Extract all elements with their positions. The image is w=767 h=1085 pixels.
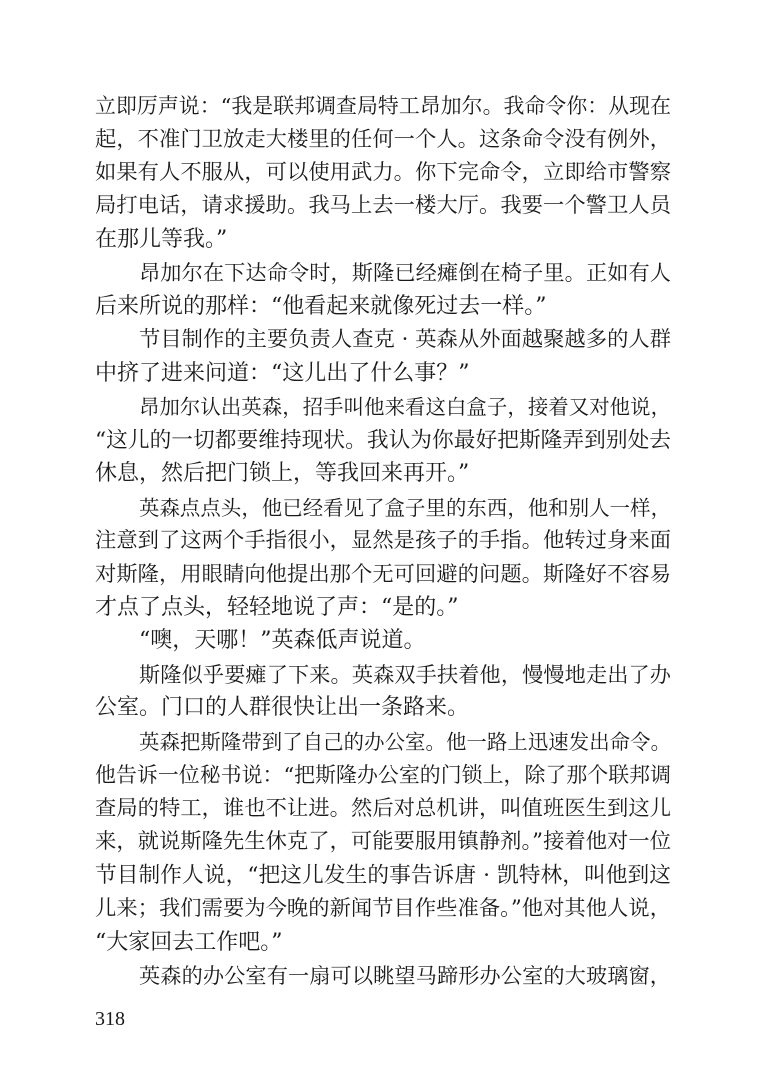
- text-line: 英森点点头，他已经看见了盒子里的东西，他和别人一样，: [139, 495, 671, 520]
- text-line: 注意到了这两个手指很小，显然是孩子的手指。他转过身来面: [95, 528, 671, 553]
- text-line: 才点了点头，轻轻地说了声：“是的。”: [95, 594, 459, 620]
- text-line: 中挤了进来问道：“这儿出了什么事？”: [95, 360, 470, 386]
- text-line: 对斯隆，用眼睛向他提出那个无可回避的问题。斯隆好不容易: [95, 561, 671, 587]
- text-line: 在那儿等我。”: [95, 226, 228, 252]
- text-line: “噢，天哪！”英森低声说道。: [139, 628, 426, 654]
- text-line: “这儿的一切都要维持现状。我认为你最好把斯隆弄到别处去: [95, 427, 671, 453]
- text-line: 立即厉声说：“我是联邦调查局特工昂加尔。我命令你：从现在: [95, 94, 671, 118]
- text-line: 斯隆似乎要瘫了下来。英森双手扶着他，慢慢地走出了办: [139, 661, 671, 687]
- text-line: 英森的办公室有一扇可以眺望马蹄形办公室的大玻璃窗，: [139, 963, 671, 988]
- text-line: 局打电话，请求援助。我马上去一楼大厅。我要一个警卫人员: [95, 193, 671, 219]
- text-line: 节目制作的主要负责人查克 · 英森从外面越聚越多的人群: [139, 327, 671, 353]
- page-number: 318: [95, 1008, 125, 1030]
- text-line: 英森把斯隆带到了自己的办公室。他一路上迅速发出命令。: [139, 729, 671, 754]
- text-line: 如果有人不服从，可以使用武力。你下完命令，立即给市警察: [95, 159, 671, 185]
- text-line: 昂加尔认出英森，招手叫他来看这白盒子，接着又对他说，: [139, 395, 671, 420]
- text-line: 节目制作人说，“把这儿发生的事告诉唐 · 凯特林，叫他到这: [95, 862, 671, 888]
- text-line: “大家回去工作吧。”: [95, 929, 283, 955]
- text-line: 儿来；我们需要为今晚的新闻节目作些准备。”他对其他人说，: [95, 896, 671, 922]
- text-line: 昂加尔在下达命令时，斯隆已经瘫倒在椅子里。正如有人: [139, 260, 671, 286]
- text-line: 后来所说的那样：“他看起来就像死过去一样。”: [95, 293, 547, 319]
- text-line: 他告诉一位秘书说：“把斯隆办公室的门锁上，除了那个联邦调: [95, 763, 671, 788]
- text-line: 查局的特工，谁也不让进。然后对总机讲，叫值班医生到这儿: [95, 795, 671, 821]
- text-line: 公室。门口的人群很快让出一条路来。: [95, 695, 470, 721]
- text-line: 起，不准门卫放走大楼里的任何一个人。这条命令没有例外，: [95, 126, 671, 152]
- text-line: 休息，然后把门锁上，等我回来再开。”: [95, 461, 470, 487]
- text-line: 来，就说斯隆先生休克了，可能要服用镇静剂。”接着他对一位: [95, 829, 671, 855]
